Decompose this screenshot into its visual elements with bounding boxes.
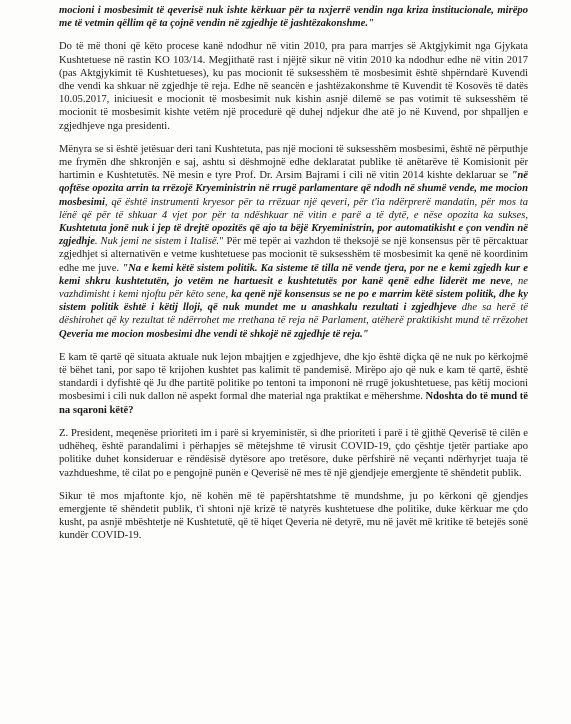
paragraph-bajrami-quote: [59, 143, 528, 341]
segment: "Na e kemi këtë sistem politik. Ka sisteme të tilla në vende tjera, por ne e kemi zgjedh kur e kemi shkru kushtetutën, jo vetëm ne hartuesit e kushtetutës por kanë qenë edhe liderët me neve: [59, 262, 528, 287]
segment: Mënyra se si është jetësuar deri tani Kushtetuta, pas një mocioni të suksesshëm mosbesimi, është në përputhje me frymën dhe shkronjën e saj, ashtu si dëshmojnë edhe deklaratat publike të anëtarëve të Komisionit për hartimin e Kushtetutës. Në mesin e tyre Prof. Dr. Arsim Bajrami i cili në vitin 2014 kishte deklaruar se: [59, 143, 528, 182]
segment: E kam të qartë që situata aktuale nuk lejon mbajtjen e zgjedhjeve, dhe kjo është diçka që ne nuk po kërkojmë të bëhet tani, por sapo të krijohen kushtet pas kalimit të pandemisë. Mirëpo ajo që nuk e kam të qartë, është standardi i dyfishtë që Ju dhe partitë politike po tentoni ta impononi në rrugë jokushtetuese, pas këtij mocioni mosbesimi i cili nuk dallon në aspekt formal dhe material nga praktikat e mëhershme.: [59, 351, 528, 403]
segment: Do të më thoni që këto procese kanë ndodhur në vitin 2010, pra para marrjes së Aktgjykimit nga Gjykata Kushtetuese në rastin KO 103/14. Megjithatë rast i njëjtë sikur në vitin 2010 ka ndodhur edhe në vitin 2017 (pas Aktgjykimit të Kushtetueses), ku pas mocionit të suksesshëm të mosbesimit është shpërndarë Kuvendi dhe vendi ka shkuar në zgjedhje të reja. Edhe në seancën e jashtëzakonshme të Kuvendit të Kosovës të datës 10.05.2017, iniciuesit e mocionit të mosbesimit nuk kishin asnjë dilemë se pas votimit të suksesshëm të mocionit të mosbesimit kishte vetëm një procedurë që duhej ndjekur dhe atë jo në Kuvend, por shpalljen e zgjedhjeve nga presidenti.: [59, 41, 528, 132]
segment: mocioni i mosbesimit të qeverisë nuk ishte kërkuar për ta nxjerrë vendin nga kriza institucionale, mirëpo me të vetmin qëllim që ta çojnë vendin në zgjedhje të jashtëzakonshme.": [59, 5, 528, 30]
segment: Kushtetuta jonë nuk i jep të drejtë opozitës që ajo ta bëjë Kryeministrin, por automatikisht e çon vendin në zgjedhje: [59, 223, 528, 248]
segment: Z. President, meqenëse prioriteti im i parë si kryeministër, si dhe prioriteti i parë i të gjithë Qeverisë të cilën e udhëheq, është parandalimi i përhapjes së mëtejshme të virusit COVID-19, çdo çështje tjetër partiake apo politike duhet konsideruar e rëndësisë dytësore apo tretësore, duke përfshirë në veçanti ndërhyrjet tuaja të vazhdueshme, të cilat po e pengojnë punën e Qeverisë në mes të një gjendjeje emergjente të shëndetit publik.: [59, 427, 528, 479]
segment: , që është instrumenti kryesor për ta rrëzuar një qeveri, për t'ia ndërprerë mandatin, për mos ta lënë që për të shkuar 4 vjet por për ta ndëshkuar në vitin e parë a të dytë, e nëse opozita ka sukses,: [59, 196, 528, 221]
segment: Qeveria me mocion mosbesimi dhe vendi të shkojë në zgjedhje të reja.": [59, 328, 369, 340]
paragraph-double-standard: [59, 351, 528, 417]
segment: " Për më tepër ai vazhdon të theksojë se një konsensus për të përcaktuar zgjedhjet si alternativën e vetme kushtetuese pas mocionit të suksesshëm të mosbesimit ka qenë në koordinim edhe me juve.: [59, 236, 528, 274]
segment: ka qenë një konsensus se ne po e marrim këtë sistem politik, dhe ky sistem politik është i këtij lloji, që nuk mundet me u anashkalu rezultati i zgjedhjeve: [59, 289, 528, 314]
paragraph-crisis: [59, 490, 528, 543]
segment: Sikur të mos mjaftonte kjo, në kohën më të papërshtatshme të mundshme, ju po kërkoni që gjendjes emergjente të shëndetit publik, t'i shtoni një krizë të natyrës kushtetuese dhe politike, duke kërkuar me çdo kusht, pa asnjë mbështetje në Kushtetutë, që të hiqet Qeveria në detyrë, mu në javët më kritike të betejës sonë kundër COVID-19.: [59, 490, 528, 542]
segment: "në qoftëse opozita arrin ta rrëzojë Kryeministrin në rrugë parlamentare që ndodh në shumë vende, me mocion mosbesimi: [59, 170, 528, 208]
paragraph-president-priority: [59, 427, 528, 480]
segment: , ne vazhdimisht i kemi njoftu për këto sene,: [59, 275, 529, 301]
segment: dhe sa herë të dëshirohet që ky rezultat të ndërrohet me rrethana të reja në Parlament, atëherë praktikisht mund të rrëzohet: [59, 302, 528, 327]
paragraph-2010-2017: [59, 40, 528, 132]
paragraph-quote-end: [59, 4, 528, 30]
segment: Ndoshta do të mund të na sqaroni këtë?: [59, 391, 529, 416]
segment: . Nuk jemi ne sistem i Italisë.: [94, 236, 220, 248]
